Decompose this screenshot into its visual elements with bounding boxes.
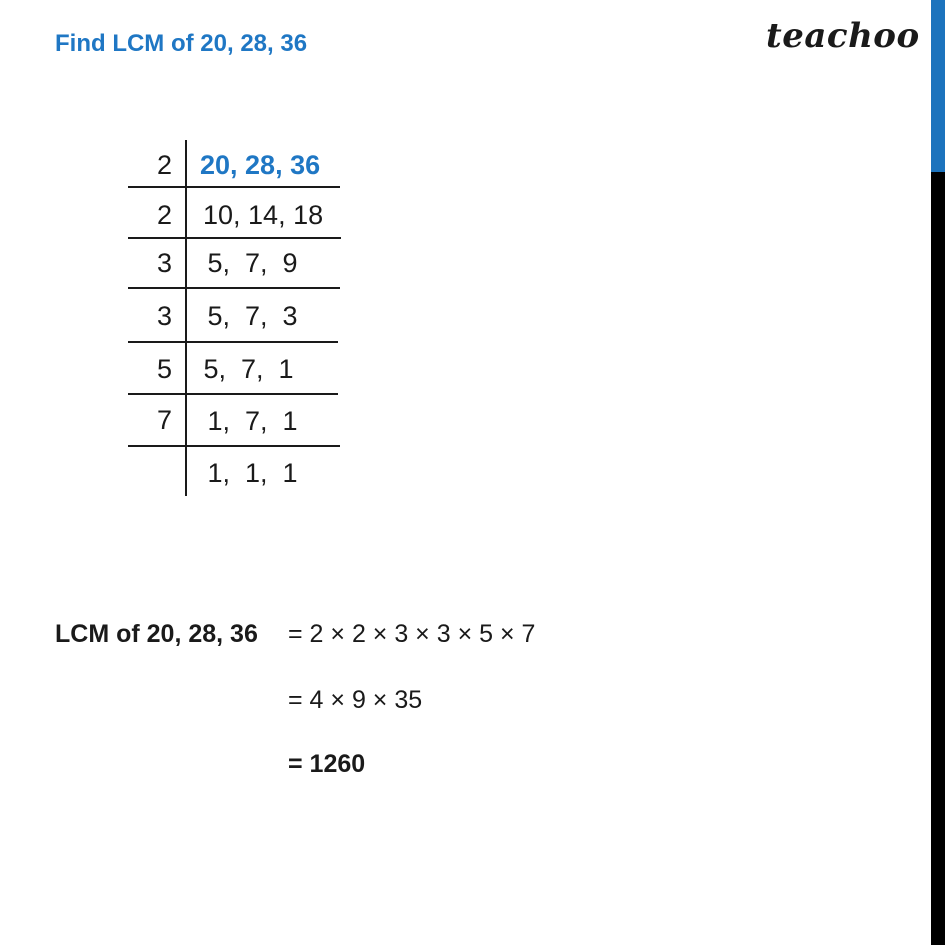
- division-dividend: 1, 1, 1: [200, 458, 298, 488]
- lcm-equation-line: = 4 × 9 × 35: [288, 686, 423, 714]
- division-dividend: 1, 7, 1: [200, 406, 298, 436]
- division-row-divider: [128, 287, 340, 289]
- division-vertical-line: [185, 140, 187, 496]
- division-row-divider: [128, 186, 340, 188]
- division-divisor: 3: [156, 301, 172, 331]
- division-divisor: 5: [156, 354, 172, 384]
- scrollbar[interactable]: [931, 0, 945, 945]
- lcm-label: LCM of 20, 28, 36: [55, 620, 258, 648]
- division-divisor: 3: [156, 248, 172, 278]
- teachoo-logo: teachoo: [766, 16, 920, 56]
- division-divisor: 2: [156, 200, 172, 230]
- division-dividend: 20, 28, 36: [200, 150, 321, 180]
- division-dividend: 5, 7, 3: [200, 301, 298, 331]
- division-dividend: 5, 7, 9: [200, 248, 298, 278]
- division-dividend: 10, 14, 18: [203, 200, 324, 230]
- division-dividend: 5, 7, 1: [196, 354, 294, 384]
- division-divisor: 7: [156, 405, 172, 435]
- lcm-equation-line: = 2 × 2 × 3 × 3 × 5 × 7: [288, 620, 536, 648]
- division-row-divider: [128, 393, 338, 395]
- lcm-final-answer: = 1260: [288, 750, 366, 778]
- division-divisor: 2: [156, 150, 172, 180]
- page-title: Find LCM of 20, 28, 36: [55, 30, 308, 57]
- scrollbar-thumb[interactable]: [931, 0, 945, 172]
- division-row-divider: [128, 237, 341, 239]
- division-row-divider: [128, 341, 338, 343]
- division-row-divider: [128, 445, 340, 447]
